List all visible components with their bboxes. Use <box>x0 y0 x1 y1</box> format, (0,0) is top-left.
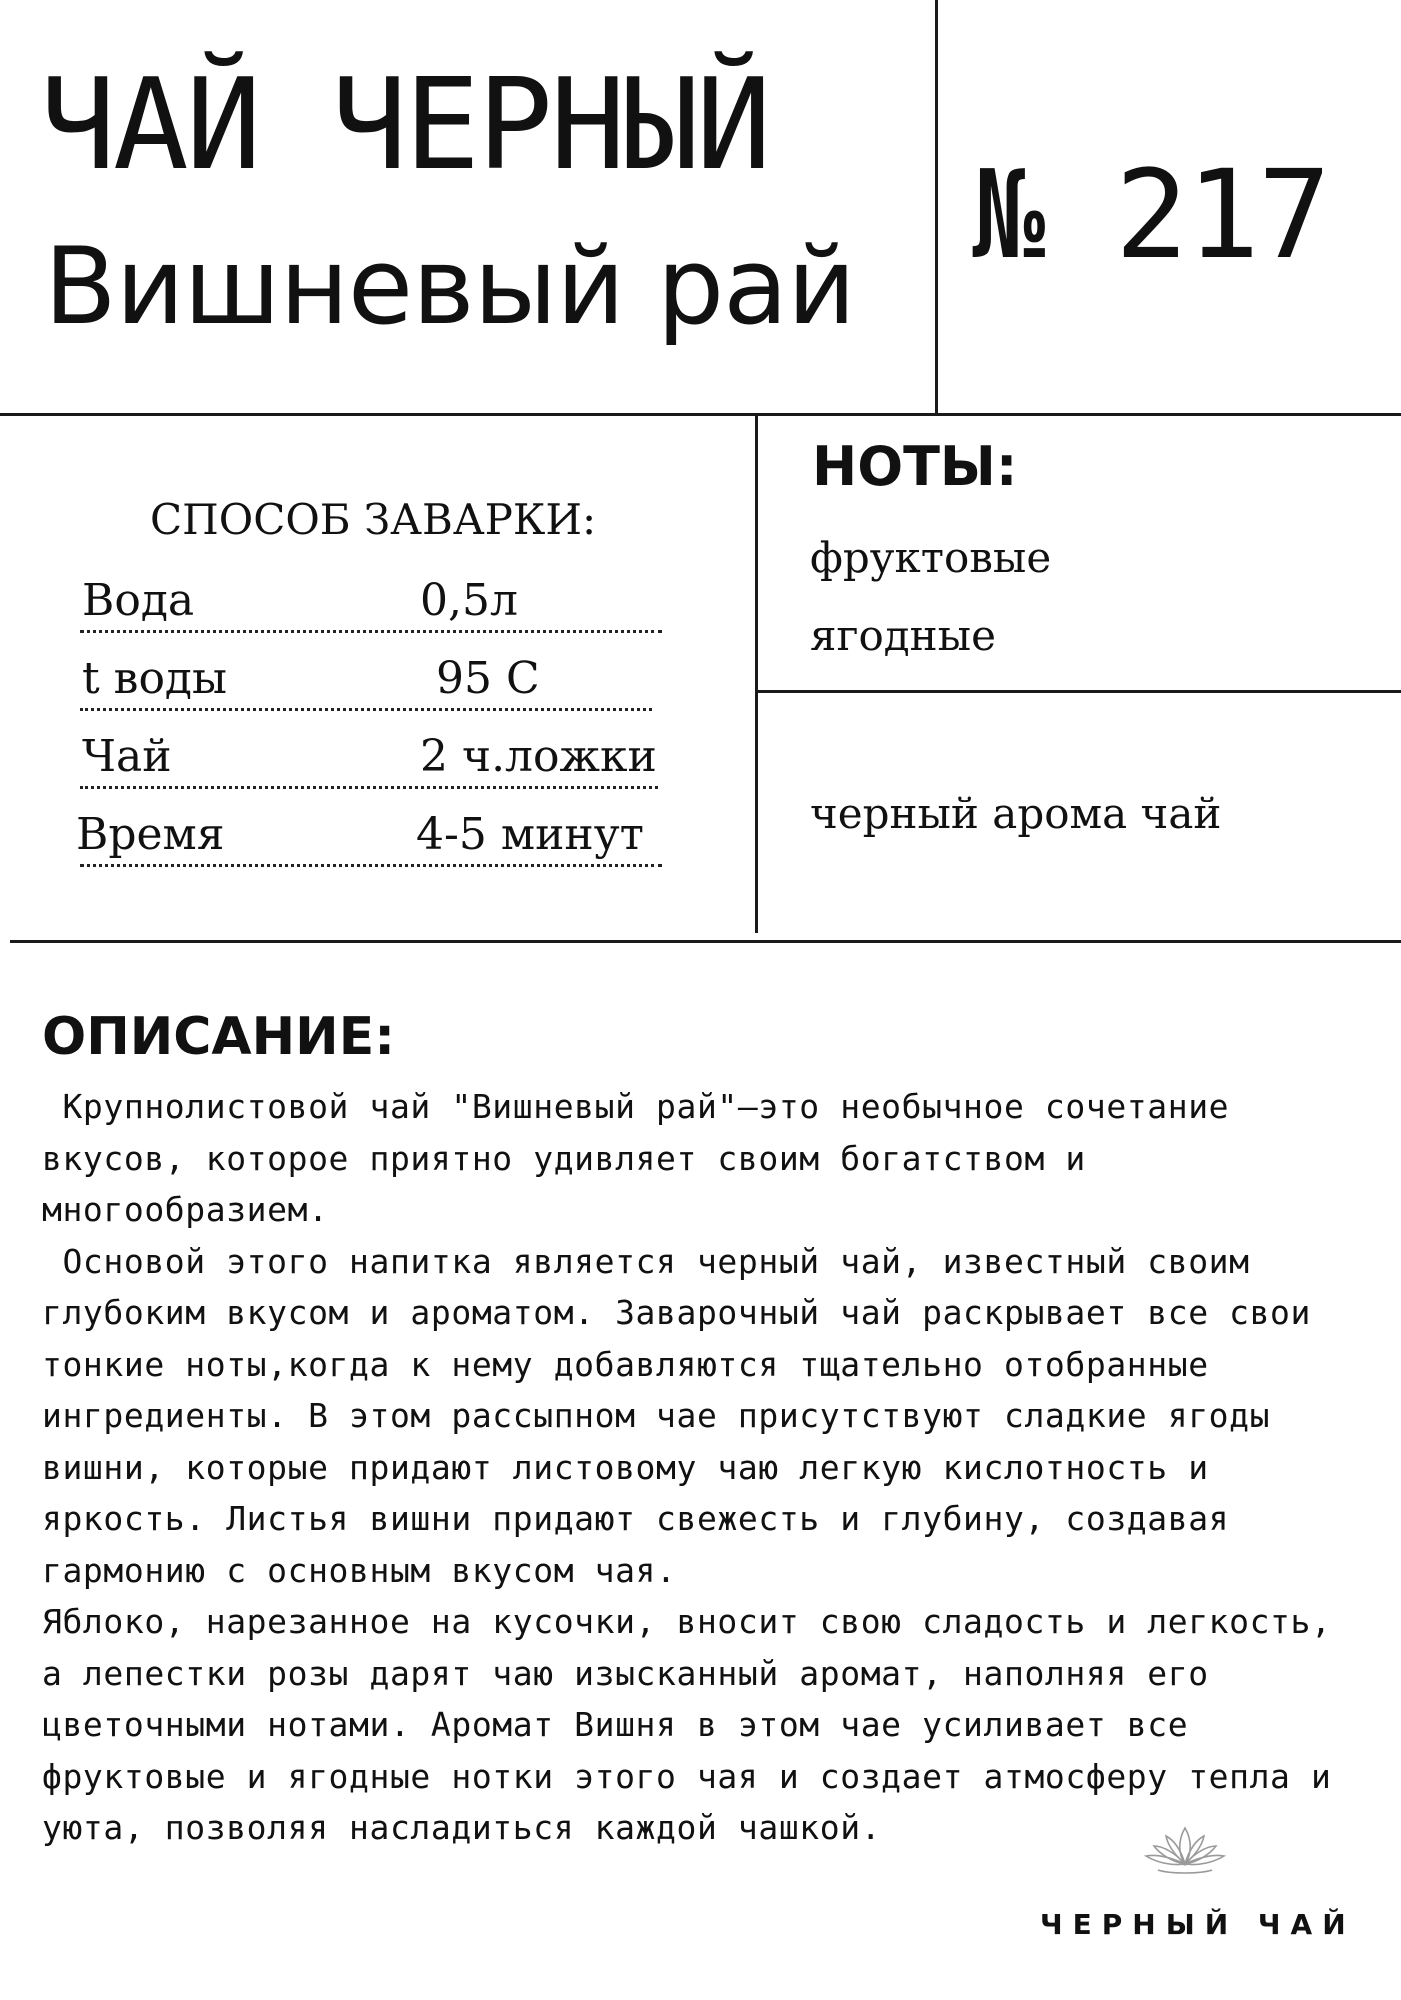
brewing-label: Вода <box>82 575 195 626</box>
brewing-label: t воды <box>82 653 228 704</box>
title-line-1: ЧАЙ ЧЕРНЫЙ <box>40 51 769 198</box>
description-paragraph: Яблоко, нарезанное на кусочки, вносит свою сладость и легкость, а лепестки розы дарят чаю изысканный аромат, наполняя его цветочными нотами. Аромат Вишня в этом чае усиливает все фруктовые и ягодные нотки этого чая и создает атмосферу тепла и уюта, позволяя насладиться каждой чашкой. <box>42 1602 1352 1847</box>
description-title: ОПИСАНИЕ: <box>42 1007 396 1067</box>
brewing-row-temperature <box>80 638 652 711</box>
note-base: черный арома чай <box>810 789 1222 838</box>
lotus-icon <box>1140 1822 1230 1878</box>
brewing-value: 2 ч.ложки <box>420 731 657 782</box>
brewing-label: Чай <box>82 731 172 782</box>
title-line-2: Вишневый рай <box>44 225 856 348</box>
brand-name: ЧЕРНЫЙ ЧАЙ <box>1040 1908 1356 1941</box>
brewing-value: 95 С <box>436 653 540 704</box>
notes-horizontal-divider <box>755 690 1401 693</box>
description-paragraph: Крупнолистовой чай "Вишневый рай"—это необычное сочетание вкусов, которое приятно удивляет своим богатством и многообразием. <box>42 1087 1250 1229</box>
note-item: фруктовые <box>810 533 1052 582</box>
middle-bottom-divider <box>10 940 1401 943</box>
notes-title: НОТЫ: <box>812 435 1018 498</box>
brewing-value: 4-5 минут <box>416 809 644 860</box>
brewing-label: Время <box>76 809 225 860</box>
note-item: ягодные <box>810 611 996 660</box>
product-number: № 217 <box>972 144 1330 286</box>
brewing-title: СПОСОБ ЗАВАРКИ: <box>150 495 597 544</box>
brewing-row-water <box>80 560 662 633</box>
description-paragraph: Основой этого напитка является черный чай, известный своим глубоким вкусом и ароматом. Заварочный чай раскрывает все свои тонкие ноты,когда к нему добавляются тщательно отобранные ингредиенты. В этом рассыпном чае присутствуют сладкие ягоды вишни, которые придают листовому чаю легкую кислотность и яркость. Листья вишни придают свежесть и глубину, создавая гармонию с основным вкусом чая. <box>42 1241 1332 1590</box>
header-bottom-divider <box>0 413 1401 416</box>
brewing-value: 0,5л <box>420 575 518 626</box>
description-text <box>42 1081 1372 1854</box>
brewing-row-tea <box>80 716 658 789</box>
header-vertical-divider <box>935 0 938 416</box>
middle-vertical-divider <box>755 413 758 933</box>
brewing-row-time <box>76 794 662 867</box>
